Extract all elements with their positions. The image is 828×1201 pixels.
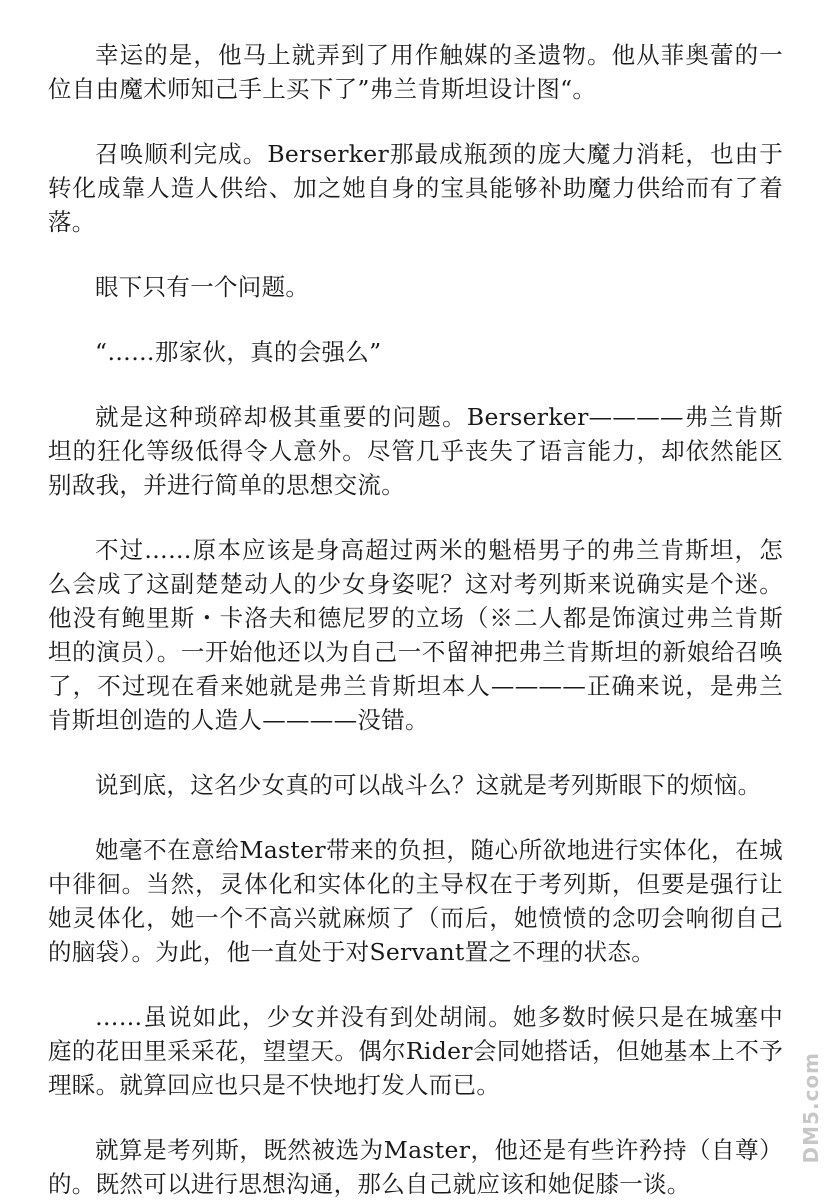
body-text	[48, 38, 783, 1201]
paragraph: 就算是考列斯，既然被选为Master，他还是有些许矜持（自尊）的。既然可以进行思想沟通，那么自己就应该和她促膝一谈。	[48, 1136, 783, 1198]
paragraph: 说到底，这名少女真的可以战斗么？这就是考列斯眼下的烦恼。	[95, 771, 762, 799]
paragraph: 眼下只有一个问题。	[95, 273, 310, 301]
watermark-logo	[799, 1052, 823, 1164]
watermark-text: DM5.com	[799, 1052, 823, 1164]
paragraph: 不过……原本应该是身高超过两米的魁梧男子的弗兰肯斯坦，怎么会成了这副楚楚动人的少女身姿呢？这对考列斯来说确实是个迷。他没有鲍里斯・卡洛夫和德尼罗的立场（※二人都是饰演过弗兰肯斯坦的演员）。一开始他还以为自己一不留神把弗兰肯斯坦的新娘给召唤了，不过现在看来她就是弗兰肯斯坦本人————正确来说，是弗兰肯斯坦创造的人造人————没错。	[48, 536, 783, 734]
paragraph: 幸运的是，他马上就弄到了用作触媒的圣遗物。他从菲奥蕾的一位自由魔术师知己手上买下了”弗兰肯斯坦设计图“。	[48, 41, 783, 103]
paragraph: 召唤顺利完成。Berserker那最成瓶颈的庞大魔力消耗，也由于转化成靠人造人供给、加之她自身的宝具能够补助魔力供给而有了着落。	[48, 140, 783, 236]
paragraph: ……虽说如此，少女并没有到处胡闹。她多数时候只是在城塞中庭的花田里采采花，望望天。偶尔Rider会同她搭话，但她基本上不予理睬。就算回应也只是不快地打发人而已。	[48, 1003, 783, 1099]
paragraph: “……那家伙，真的会强么”	[95, 338, 382, 366]
paragraph: 她毫不在意给Master带来的负担，随心所欲地进行实体化，在城中徘徊。当然，灵体化和实体化的主导权在于考列斯，但要是强行让她灵体化，她一个不高兴就麻烦了（而后，她愤愤的念叨会响彻自己的脑袋）。为此，他一直处于对Servant置之不理的状态。	[48, 836, 783, 966]
paragraph: 就是这种琐碎却极其重要的问题。Berserker————弗兰肯斯坦的狂化等级低得令人意外。尽管几乎丧失了语言能力，却依然能区别敌我，并进行简单的思想交流。	[48, 403, 783, 499]
